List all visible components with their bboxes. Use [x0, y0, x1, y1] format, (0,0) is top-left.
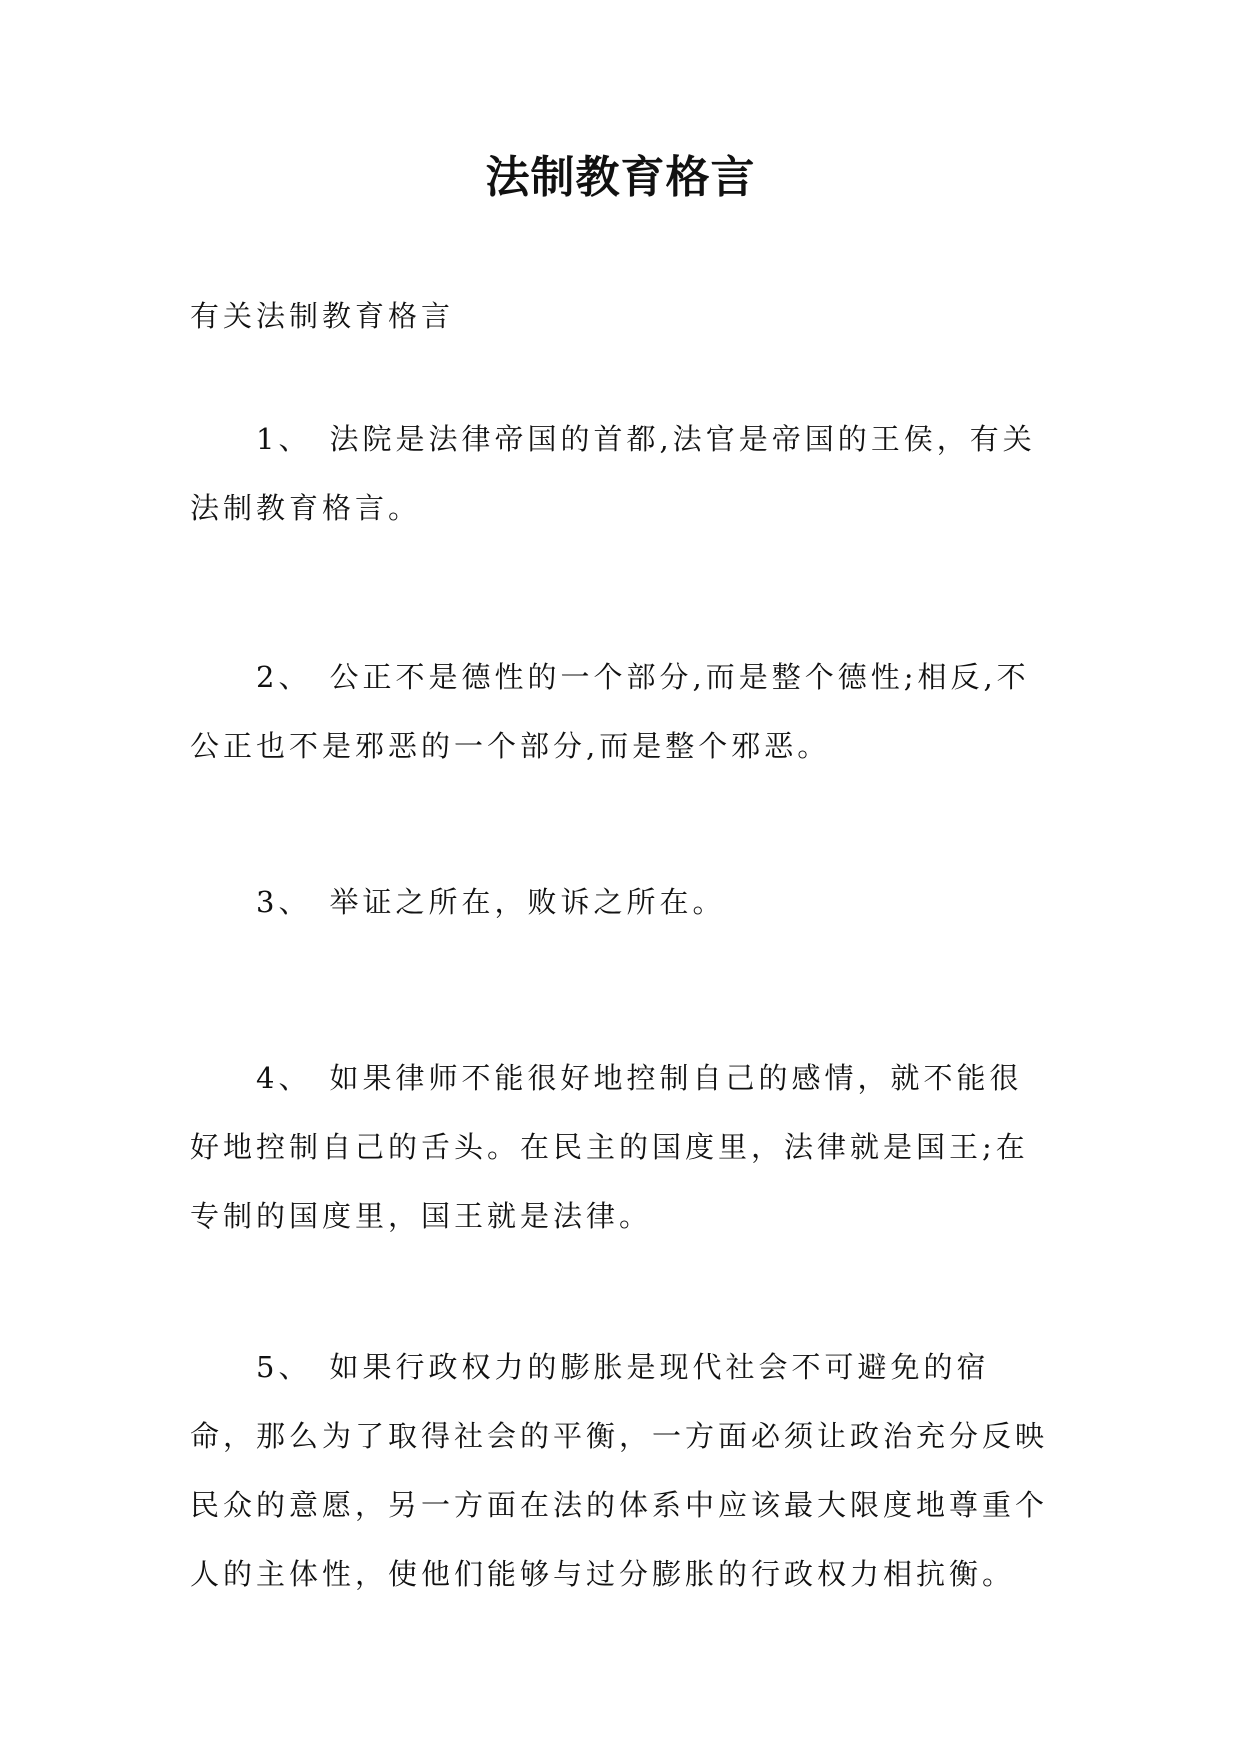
quote-item-1	[190, 405, 1052, 543]
quote-separator: 、	[278, 1061, 312, 1095]
quote-number: 1	[256, 422, 279, 456]
quote-text: 公正不是德性的一个部分,而是整个德性;相反,不公正也不是邪恶的一个部分,而是整个邪恶。	[190, 660, 1030, 763]
quote-number: 5	[256, 1350, 279, 1384]
quote-text: 法院是法律帝国的首都,法官是帝国的王侯，有关法制教育格言。	[190, 422, 1036, 525]
quote-separator: 、	[278, 885, 312, 919]
quote-item-2	[190, 643, 1052, 781]
quote-number: 4	[256, 1061, 279, 1095]
quote-separator: 、	[278, 1350, 312, 1384]
document-subtitle: 有关法制教育格言	[190, 299, 455, 333]
quote-text: 如果行政权力的膨胀是现代社会不可避免的宿命，那么为了取得社会的平衡，一方面必须让政治充分反映民众的意愿，另一方面在法的体系中应该最大限度地尊重个人的主体性，使他们能够与过分膨胀的行政权力相抗衡。	[190, 1350, 1049, 1591]
quote-number: 2	[256, 660, 279, 694]
quote-item-5	[190, 1333, 1052, 1609]
quote-separator: 、	[278, 422, 312, 456]
quote-item-3	[190, 868, 1052, 937]
quote-number: 3	[256, 885, 279, 919]
quote-item-4	[190, 1044, 1052, 1251]
page-title: 法制教育格言	[485, 152, 756, 203]
quote-text: 举证之所在，败诉之所在。	[329, 885, 726, 919]
quote-text: 如果律师不能很好地控制自己的感情，就不能很好地控制自己的舌头。在民主的国度里，法律就是国王;在专制的国度里，国王就是法律。	[190, 1061, 1029, 1233]
quote-separator: 、	[278, 660, 312, 694]
